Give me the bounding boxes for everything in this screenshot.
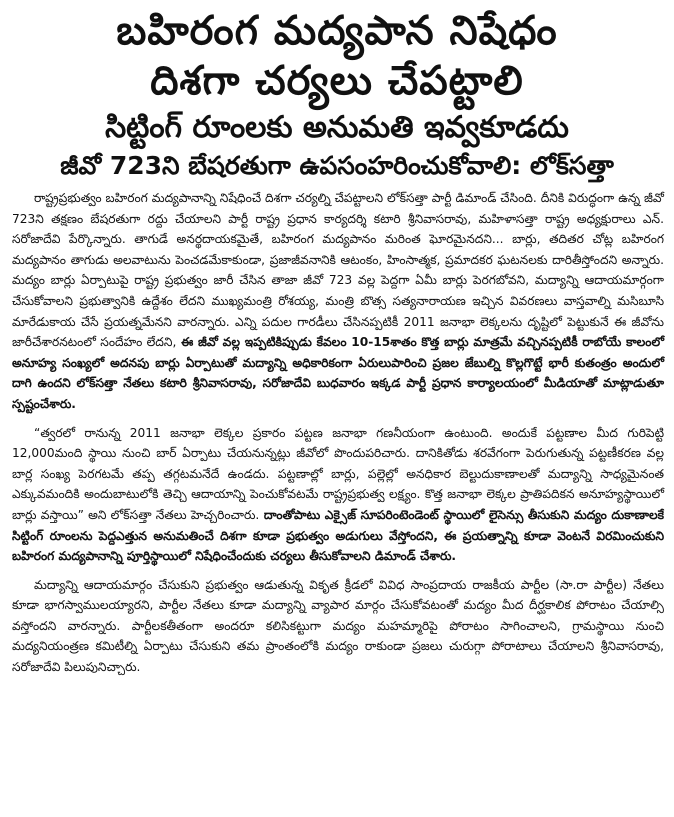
paragraph-2: [12, 423, 664, 567]
paragraph-text: రాష్ట్రప్రభుత్వం బహిరంగ మద్యపానాన్ని నిషేధించే దిశగా చర్యల్ని చేపట్టాలని లోక్‌సత్తా పార్టీ డిమాండ్ చేసింది. దీనికి విరుద్ధంగా ఉన్న జీవో 723ని తక్షణం బేషరతుగా రద్దు చేయాలని పార్టీ రాష్ట్ర ప్రధాన కార్యదర్శి కటారి శ్రీనివాసరావు, మహిళాసత్తా రాష్ట్ర అధ్యక్షురాలు ఎన్. సరోజాదేవి పేర్కొన్నారు. తాగుడే అనర్థదాయకమైతే, బహిరంగ మద్యపానం మరింత ఘోరమైనదని... బార్లు, తదితర చోట్ల బహిరంగ మద్యపానం తాగుడు అలవాటును పెంచడమేకాకుండా, ప్రజాజీవనానికి ఆటంకం, హింసాత్మక, ప్రమాదకర ఘటనలకు దారితీస్తోందని అన్నారు. మద్యం బార్లు ఏర్పాటుపై రాష్ట్ర ప్రభుత్వం జారీ చేసిన తాజా జీవో 723 వల్ల పెద్దగా ఏమీ బార్లు పెరగబోవని, మద్యాన్ని ఆదాయమార్గంగా చేసుకోవాలని ప్రభుత్వానికి ఉద్దేశం లేదని ముఖ్యమంత్రి రోశయ్య, మంత్రి బొత్స సత్యనారాయణ ఇచ్చిన వివరణలు వాస్తవాల్ని మసిబూసి మారేడుకాయ చేసే ప్రయత్నమేనని వారన్నారు. ఎన్ని పదుల గారడీలు చేసినప్పటికీ 2011 జనాభా లెక్కలను దృష్టిలో పెట్టుకునే ఈ జీవోను జారీచేశారనటంలో సందేహం లేదని,: [12, 191, 664, 350]
headline-line-2: దిశగా చర్యలు చేపట్టాలి: [150, 58, 524, 104]
paragraph-bold-text: దాంతోపాటు ఎక్సైజ్ సూపరింటెండెంట్ స్థాయిలో లైసెన్సు తీసుకుని మద్యం దుకాణాలకే సిట్టింగ్ రూంలను పెద్దఎత్తున అనుమతించే దిశగా కూడా ప్రభుత్వం అడుగులు వేస్తోందని, ఈ ప్రయత్నాన్ని కూడా వెంటనే విరమించుకుని బహిరంగ మద్యపానాన్ని పూర్తిస్థాయిలో నిషేధించేందుకు చర్యలు తీసుకోవాలని డిమాండ్ చేశారు.: [12, 507, 664, 564]
paragraph-3: [12, 575, 664, 678]
paragraph-1: [12, 188, 664, 415]
subheadline-2: జీవో 723ని బేషరతుగా ఉపసంహరించుకోవాలి: లోక్‌సత్తా: [60, 151, 614, 180]
article-body: [12, 188, 664, 678]
paragraph-text: “త్వరలో రానున్న 2011 జనాభా లెక్కల ప్రకారం పట్టణ జనాభా గణనీయంగా ఉంటుంది. అందుకే పట్టణాల మీద గురిపెట్టి 12,000మంది స్థాయి నుంచి బార్ ఏర్పాటు చేయనున్నట్లు జీవోలో పొందుపరిచారు. దానికితోడు శరవేగంగా పెరుగుతున్న పట్టణీకరణ వల్ల బార్ల సంఖ్య పెరగటమే తప్ప తగ్గటమనేదే ఉండదు. పట్టణాల్లో బార్లు, పల్లెల్లో అనధికార బెల్టుదుకాణాలతో మద్యాన్ని సాధ్యమైనంత ఎక్కువమందికి అందుబాటులోకి తెచ్చి ఆదాయాన్ని పెంచుకోవటమే రాష్ట్రప్రభుత్వ లక్ష్యం. కొత్త జనాభా లెక్కల ప్రాతిపదికన అనూహ్యస్థాయిలో బార్లు వస్తాయి” అని లోక్‌సత్తా నేతలు హెచ్చరించారు.: [12, 425, 665, 522]
paragraph-text: మద్యాన్ని ఆదాయమార్గం చేసుకుని ప్రభుత్వం ఆడుతున్న వికృత క్రీడలో వివిధ సాంప్రదాయ రాజకీయ పార్టీల (సా.రా పార్టీల) నేతలు కూడా భాగస్వాములయ్యారని, పార్టీల నేతలు కూడా మద్యాన్ని వ్యాపార మార్గం చేసుకోవటంతో మద్యం మీద దీర్ఘకాలిక పోరాటం చేయాల్సి వస్తోందని వారన్నారు. పార్టీలకతీతంగా అందరూ కలిసికట్టుగా మద్యం మహమ్మారిపై పోరాటం సాగించాలని, గ్రామస్థాయి నుంచి మద్యనియంత్రణ కమిటీల్ని ఏర్పాటు చేసుకుని తమ ప్రాంతంలోకి మద్యం రాకుండా ప్రజలు చురుగ్గా పోరాటాలు చేయాలని శ్రీనివాసరావు, సరోజాదేవి పిలుపునిచ్చారు.: [12, 577, 664, 675]
subheadline: సిట్టింగ్ రూంలకు అనుమతి ఇవ్వకూడదు: [105, 110, 569, 145]
headline-line-1: బహిరంగ మద్యపాన నిషేధం: [116, 8, 558, 54]
paragraph-bold-text: ఈ జీవో వల్ల ఇప్పటికిప్పుడు కేవలం 10-15శాతం కొత్త బార్లు మాత్రమే వచ్చినప్పటికీ రాబోయే కాలంలో అనూహ్య సంఖ్యలో అదనపు బార్లు ఏర్పాటుతో మద్యాన్ని అధికారికంగా ఏరులుపారించి ప్రజల జేబుల్ని కొల్లగొట్టే భారీ కుతంత్రం అందులో దాగి ఉందని లోక్‌సత్తా నేతలు కటారి శ్రీనివాసరావు, సరోజాదేవి బుధవారం ఇక్కడ పార్టీ ప్రధాన కార్యాలయంలో మీడియాతో మాట్లాడుతూ స్పష్టంచేశారు.: [12, 335, 665, 411]
